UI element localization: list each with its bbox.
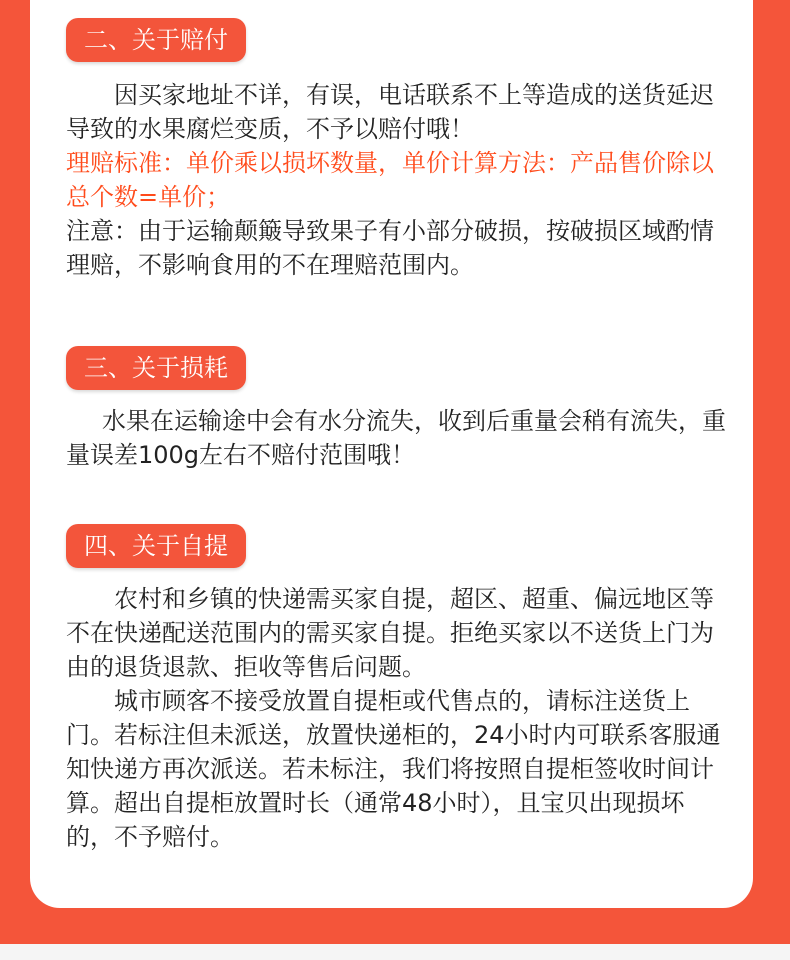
content-card xyxy=(30,0,753,908)
section-body-compensation xyxy=(66,78,726,282)
paragraph-delivery-delay: 因买家地址不详，有误，电话联系不上等造成的送货延迟导致的水果腐烂变质，不予以赔付哦！ xyxy=(66,81,714,143)
section-title-compensation: 二、关于赔付 xyxy=(66,18,246,62)
section-title-pickup: 四、关于自提 xyxy=(66,524,246,568)
paragraph-city-pickup: 城市顾客不接受放置自提柜或代售点的，请标注送货上门。若标注但未派送，放置快递柜的，24小时内可联系客服通知快递方再次派送。若未标注，我们将按照自提柜签收时间计算。超出自提柜放置时长（通常48小时），且宝贝出现损坏的，不予赔付。 xyxy=(66,687,721,851)
paragraph-rural-pickup: 农村和乡镇的快递需买家自提，超区、超重、偏远地区等不在快递配送范围内的需买家自提。拒绝买家以不送货上门为由的退货退款、拒收等售后问题。 xyxy=(66,585,714,681)
bottom-strip xyxy=(0,944,790,960)
paragraph-claim-standard: 理赔标准：单价乘以损坏数量，单价计算方法：产品售价除以总个数=单价； xyxy=(66,149,714,211)
paragraph-weight-loss: 水果在运输途中会有水分流失，收到后重量会稍有流失，重量误差100g左右不赔付范围哦！ xyxy=(66,407,726,469)
paragraph-notice: 注意：由于运输颠簸导致果子有小部分破损，按破损区域酌情理赔，不影响食用的不在理赔范围内。 xyxy=(66,217,714,279)
section-body-pickup xyxy=(66,582,726,854)
section-body-loss xyxy=(66,404,726,472)
section-title-loss: 三、关于损耗 xyxy=(66,346,246,390)
